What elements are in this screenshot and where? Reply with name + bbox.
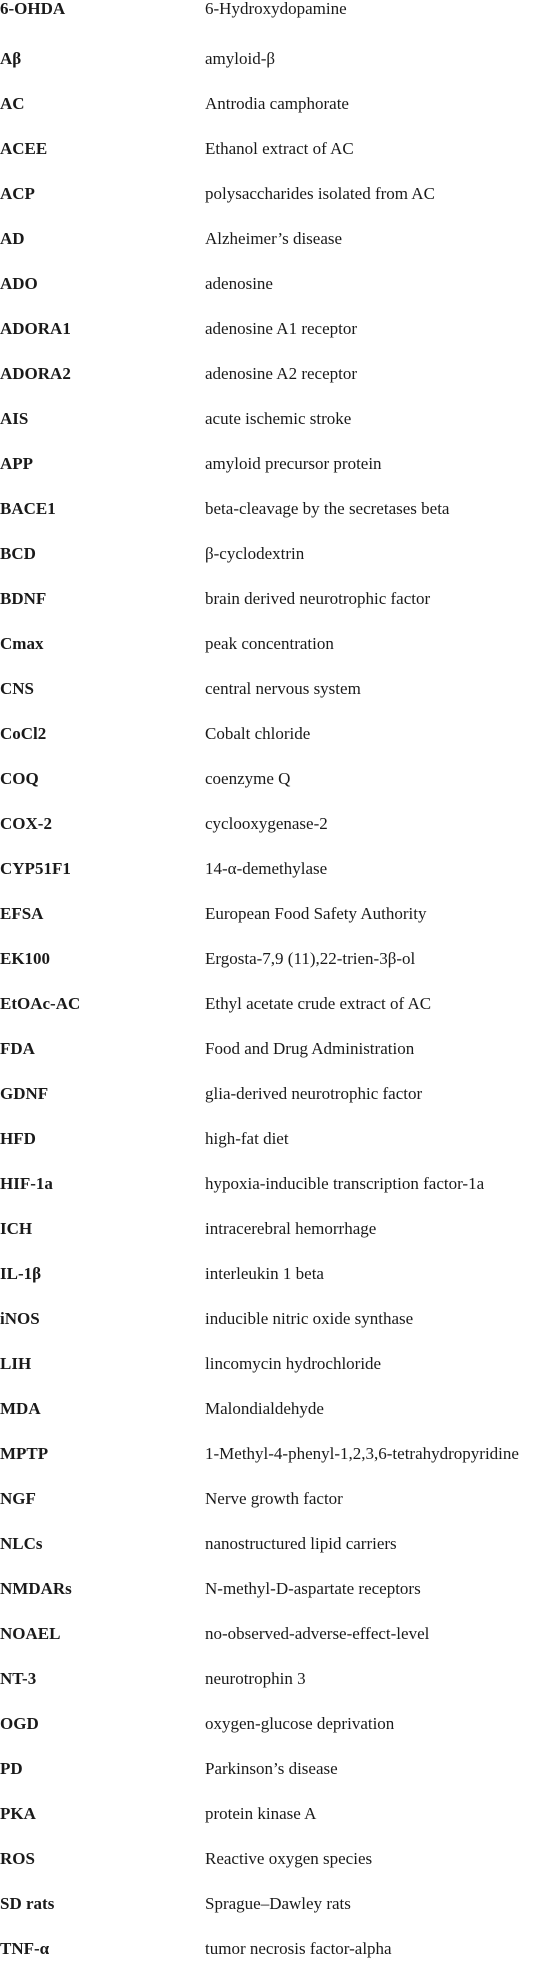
abbreviation-term: COQ xyxy=(0,769,39,788)
abbreviation-definition: Cobalt chloride xyxy=(205,724,311,743)
abbreviation-definition: Malondialdehyde xyxy=(205,1399,324,1418)
abbreviation-definition: 6-Hydroxydopamine xyxy=(205,0,347,18)
abbreviation-row xyxy=(0,1071,558,1116)
abbreviation-definition: Ethanol extract of AC xyxy=(205,139,354,158)
abbreviation-definition: amyloid-β xyxy=(205,49,276,68)
abbreviation-term: EtOAc-AC xyxy=(0,994,81,1013)
abbreviation-definition: β-cyclodextrin xyxy=(205,544,305,563)
abbreviation-term: iNOS xyxy=(0,1309,40,1328)
abbreviation-row xyxy=(0,1926,558,1971)
abbreviation-term: ADORA1 xyxy=(0,319,71,338)
abbreviation-term: CoCl2 xyxy=(0,724,47,743)
abbreviation-row xyxy=(0,936,558,981)
abbreviation-definition: no-observed-adverse-effect-level xyxy=(205,1624,430,1643)
abbreviation-row xyxy=(0,36,558,81)
abbreviation-row xyxy=(0,1611,558,1656)
abbreviation-row xyxy=(0,1746,558,1791)
abbreviation-definition: oxygen-glucose deprivation xyxy=(205,1714,395,1733)
abbreviation-definition: adenosine A1 receptor xyxy=(205,319,357,338)
abbreviation-row xyxy=(0,1521,558,1566)
abbreviation-term: NMDARs xyxy=(0,1579,72,1598)
abbreviation-definition: amyloid precursor protein xyxy=(205,454,382,473)
abbreviation-term: BACE1 xyxy=(0,499,56,518)
abbreviation-term: ICH xyxy=(0,1219,33,1238)
abbreviation-row xyxy=(0,1656,558,1701)
abbreviation-definition: Antrodia camphorate xyxy=(205,94,349,113)
abbreviation-row xyxy=(0,351,558,396)
abbreviation-definition: European Food Safety Authority xyxy=(205,904,427,923)
abbreviation-term: AC xyxy=(0,94,25,113)
abbreviation-row xyxy=(0,981,558,1026)
abbreviation-term: EK100 xyxy=(0,949,51,968)
abbreviation-term: FDA xyxy=(0,1039,35,1058)
abbreviation-row xyxy=(0,441,558,486)
abbreviation-term: NOAEL xyxy=(0,1624,61,1643)
abbreviation-row xyxy=(0,891,558,936)
abbreviation-definition: intracerebral hemorrhage xyxy=(205,1219,377,1238)
abbreviation-row xyxy=(0,1566,558,1611)
abbreviation-term: GDNF xyxy=(0,1084,49,1103)
abbreviation-term: MDA xyxy=(0,1399,41,1418)
abbreviation-row xyxy=(0,171,558,216)
abbreviation-row xyxy=(0,1026,558,1071)
abbreviation-term: ADO xyxy=(0,274,38,293)
abbreviation-row xyxy=(0,801,558,846)
abbreviation-row xyxy=(0,0,558,36)
abbreviation-row xyxy=(0,711,558,756)
abbreviation-row xyxy=(0,216,558,261)
abbreviation-row xyxy=(0,1161,558,1206)
abbreviation-definition: adenosine xyxy=(205,274,273,293)
abbreviation-term: 6-OHDA xyxy=(0,0,66,18)
abbreviation-row xyxy=(0,306,558,351)
abbreviation-definition: Alzheimer’s disease xyxy=(205,229,343,248)
abbreviation-term: AD xyxy=(0,229,25,248)
abbreviation-definition: 14-α-demethylase xyxy=(205,859,328,878)
abbreviation-row xyxy=(0,576,558,621)
abbreviation-definition: 1-Methyl-4-phenyl-1,2,3,6-tetrahydropyridine xyxy=(205,1444,519,1463)
abbreviation-row xyxy=(0,396,558,441)
abbreviation-term: LIH xyxy=(0,1354,32,1373)
abbreviation-term: ACEE xyxy=(0,139,48,158)
abbreviation-row xyxy=(0,1701,558,1746)
abbreviation-definition: inducible nitric oxide synthase xyxy=(205,1309,414,1328)
abbreviation-row xyxy=(0,1836,558,1881)
abbreviation-term: PKA xyxy=(0,1804,36,1823)
abbreviation-term: APP xyxy=(0,454,34,473)
abbreviation-term: BDNF xyxy=(0,589,47,608)
abbreviation-definition: neurotrophin 3 xyxy=(205,1669,306,1688)
abbreviation-definition: beta-cleavage by the secretases beta xyxy=(205,499,450,518)
abbreviation-term: HFD xyxy=(0,1129,36,1148)
abbreviation-row xyxy=(0,1476,558,1521)
abbreviation-row xyxy=(0,486,558,531)
abbreviation-row xyxy=(0,1881,558,1926)
abbreviation-definition: Nerve growth factor xyxy=(205,1489,343,1508)
abbreviation-definition: Parkinson’s disease xyxy=(205,1759,338,1778)
abbreviation-term: ADORA2 xyxy=(0,364,71,383)
abbreviation-definition: interleukin 1 beta xyxy=(205,1264,324,1283)
abbreviation-term: NGF xyxy=(0,1489,36,1508)
abbreviation-row xyxy=(0,756,558,801)
abbreviation-term: Cmax xyxy=(0,634,44,653)
abbreviation-definition: central nervous system xyxy=(205,679,361,698)
abbreviation-row xyxy=(0,1116,558,1161)
abbreviation-term: CYP51F1 xyxy=(0,859,71,878)
abbreviation-definition: nanostructured lipid carriers xyxy=(205,1534,397,1553)
abbreviation-definition: lincomycin hydrochloride xyxy=(205,1354,382,1373)
abbreviation-term: MPTP xyxy=(0,1444,49,1463)
abbreviation-term: SD rats xyxy=(0,1894,55,1913)
abbreviation-row xyxy=(0,846,558,891)
abbreviation-term: Aβ xyxy=(0,49,22,68)
abbreviation-row xyxy=(0,666,558,711)
abbreviation-row xyxy=(0,1296,558,1341)
abbreviation-term: AIS xyxy=(0,409,29,428)
abbreviation-definition: high-fat diet xyxy=(205,1129,289,1148)
abbreviation-definition: Ethyl acetate crude extract of AC xyxy=(205,994,432,1013)
abbreviation-definition: peak concentration xyxy=(205,634,334,653)
abbreviation-term: IL-1β xyxy=(0,1264,42,1283)
abbreviation-definition: tumor necrosis factor-alpha xyxy=(205,1939,392,1958)
abbreviation-definition: Ergosta-7,9 (11),22-trien-3β-ol xyxy=(205,949,416,968)
abbreviation-row xyxy=(0,81,558,126)
abbreviation-definition: Reactive oxygen species xyxy=(205,1849,373,1868)
abbreviation-row xyxy=(0,1251,558,1296)
abbreviation-term: OGD xyxy=(0,1714,39,1733)
abbreviation-row xyxy=(0,1386,558,1431)
abbreviation-term: PD xyxy=(0,1759,23,1778)
abbreviation-definition: Sprague–Dawley rats xyxy=(205,1894,351,1913)
abbreviation-row xyxy=(0,1791,558,1836)
abbreviation-term: HIF-1a xyxy=(0,1174,53,1193)
abbreviation-term: ROS xyxy=(0,1849,35,1868)
abbreviation-row xyxy=(0,261,558,306)
abbreviation-row xyxy=(0,621,558,666)
abbreviation-term: EFSA xyxy=(0,904,44,923)
abbreviation-definition: cyclooxygenase-2 xyxy=(205,814,328,833)
abbreviation-row xyxy=(0,1206,558,1251)
abbreviation-term: COX-2 xyxy=(0,814,52,833)
abbreviation-definition: adenosine A2 receptor xyxy=(205,364,357,383)
abbreviation-definition: glia-derived neurotrophic factor xyxy=(205,1084,423,1103)
abbreviation-row xyxy=(0,1431,558,1476)
abbreviation-definition: protein kinase A xyxy=(205,1804,317,1823)
abbreviation-definition: N-methyl-D-aspartate receptors xyxy=(205,1579,421,1598)
abbreviation-term: NT-3 xyxy=(0,1669,37,1688)
abbreviation-definition: Food and Drug Administration xyxy=(205,1039,415,1058)
abbreviation-definition: acute ischemic stroke xyxy=(205,409,352,428)
abbreviation-term: CNS xyxy=(0,679,35,698)
abbreviation-term: BCD xyxy=(0,544,36,563)
abbreviation-term: TNF-α xyxy=(0,1939,50,1958)
abbreviation-row xyxy=(0,126,558,171)
abbreviation-term: ACP xyxy=(0,184,35,203)
abbreviation-row xyxy=(0,1341,558,1386)
abbreviation-row xyxy=(0,531,558,576)
abbreviation-definition: brain derived neurotrophic factor xyxy=(205,589,431,608)
abbreviation-definition: hypoxia-inducible transcription factor-1a xyxy=(205,1174,485,1193)
abbreviation-definition: coenzyme Q xyxy=(205,769,291,788)
abbreviation-term: NLCs xyxy=(0,1534,43,1553)
abbreviation-definition: polysaccharides isolated from AC xyxy=(205,184,435,203)
